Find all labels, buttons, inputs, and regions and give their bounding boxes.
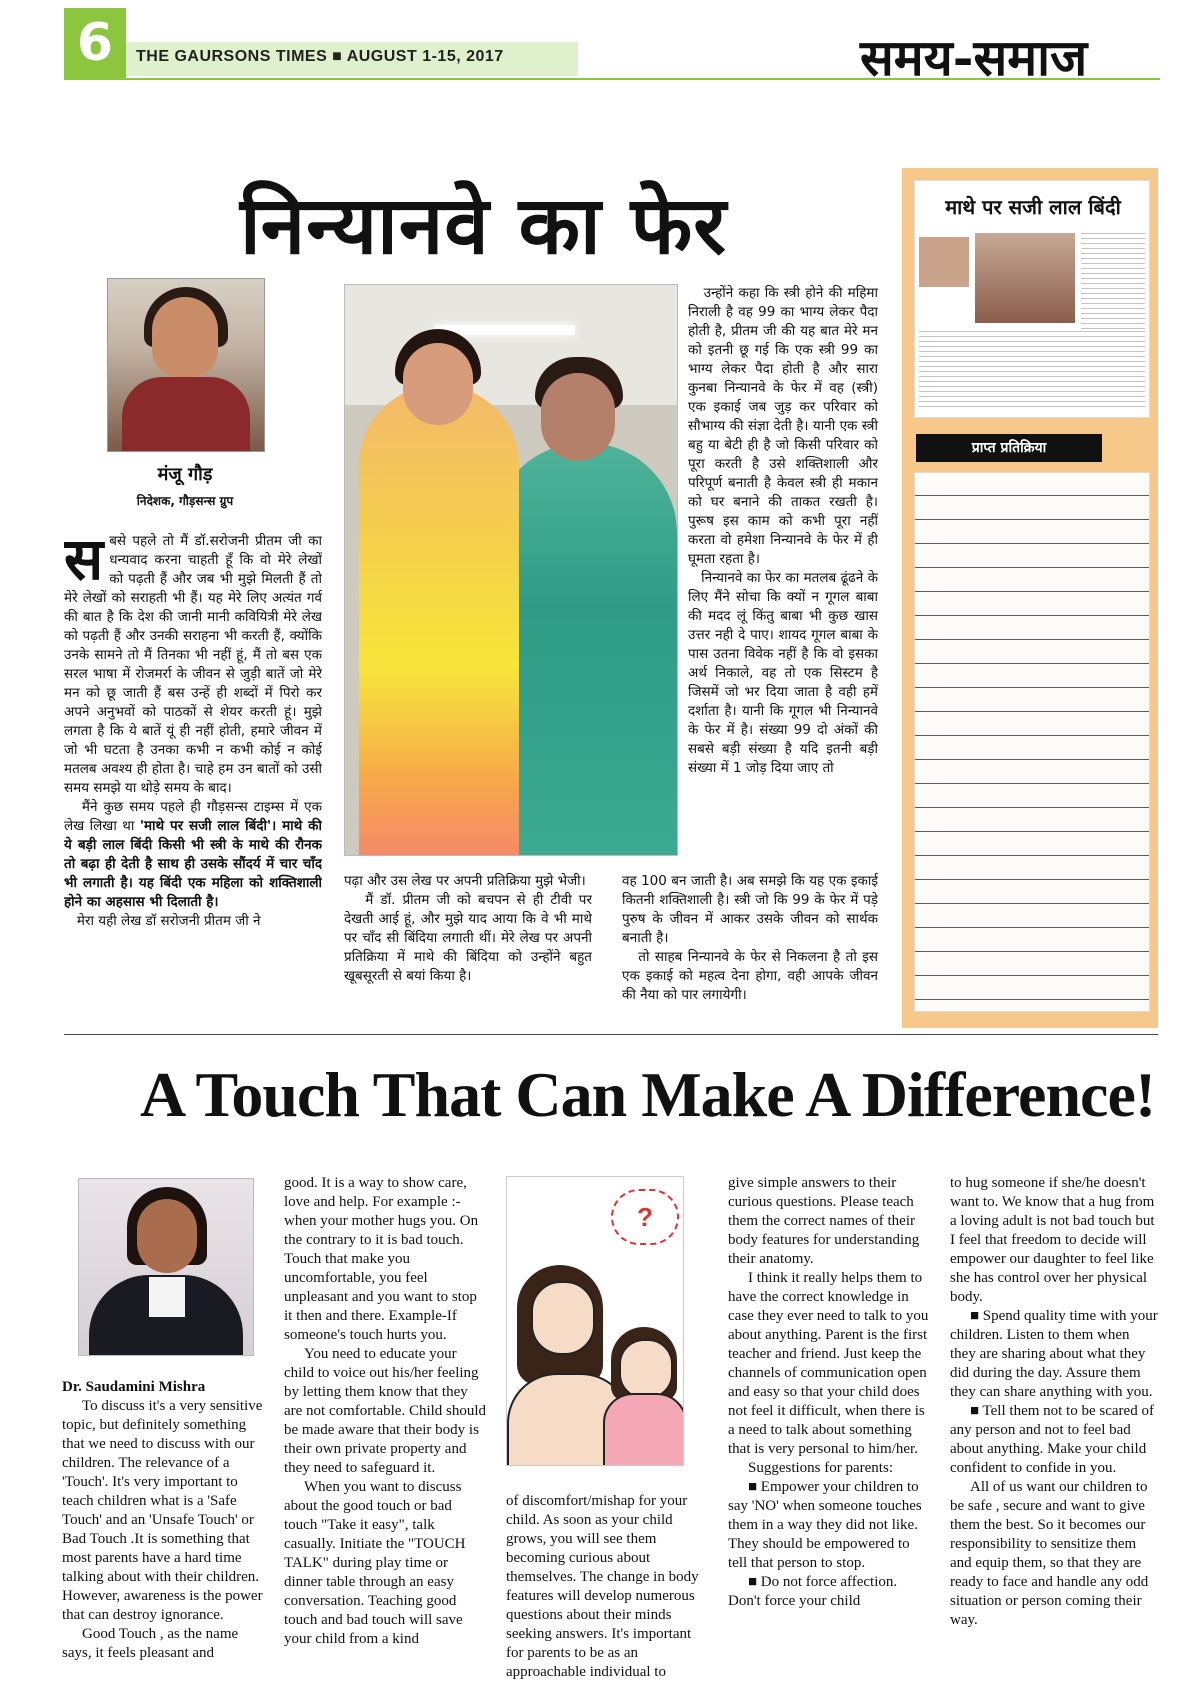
paragraph: बसे पहले तो मैं डॉ.सरोजनी प्रीतम जी का धन्यवाद करना चाहती हूँ कि वो मेरे लेखों को पढ़ती हैं और जब भी मुझे मिलती हैं तो मेरे लेखों को सराहती भी हैं। यह मेरे लिए अत्यंत गर्व की बात है कि देश की जानी मानी कवियित्री मेरे लेख को पढ़ती हैं और उनकी सराहना भी करती हैं, क्योंकि उनके सामने तो मैं तिनका भी नहीं हूं, मैं तो बस एक सरल भाषा में रोजमर्रा के जीवन से जुड़ी बातें जो मेरे मन को छू जाती हैं बस उन्हें ही शब्दों में पिरो कर अपने अनुभवों को पाठकों से शेयर करती हूं। मुझे लगता है कि ये बातें यूं ही नहीं होती, हमारे जीवन में जो भी घटता है उनका कभी न कभी कोई न कोई मतलब अवश्य ही होता है। चाहे हम उन बातों को उसी समय समझे या थोड़े समय के बाद।	[64, 533, 322, 796]
handwritten-letter	[914, 472, 1150, 1012]
author-photo	[107, 278, 265, 452]
paragraph: Suggestions for parents:	[748, 1460, 893, 1476]
english-column-4	[728, 1174, 932, 1702]
author-role: निदेशक, गौड़सन्स ग्रुप	[136, 494, 234, 508]
newspaper-clipping	[914, 180, 1150, 418]
paragraph: पढ़ा और उस लेख पर अपनी प्रतिक्रिया मुझे भेजी।	[344, 873, 586, 889]
english-column-1	[62, 1378, 266, 1702]
hindi-headline: निन्यानवे का फेर	[240, 179, 727, 272]
paragraph: मैंने कुछ समय पहले ही गौड़सन्स टाइम्स में एक लेख लिखा था	[64, 799, 322, 834]
paragraph: मेरा यही लेख डॉ सरोजनी प्रीतम जी ने	[76, 913, 261, 929]
article-photo	[344, 284, 678, 856]
paragraph: मैं डॉ. प्रीतम जी को बचपन से ही टीवी पर देखती आई हूं, और मुझे याद आया कि वे भी माथे पर चाँद सी बिंदिया लगाती थीं। मेरे लेख पर अपनी प्रतिक्रिया में माथे की बिंदिया को उन्होंने बहुत खूबसूरती से बयां किया है।	[344, 892, 592, 984]
paragraph: good. It is a way to show care, love and help. For example :- when your mother hugs you. On the contrary to it is bad touch. Touch that make you uncomfortable, you feel unpleasant and you want to stop it then and there. Example-If someone's touch hurts you.	[284, 1175, 479, 1343]
english-headline: A Touch That Can Make A Difference!	[140, 1059, 1156, 1130]
paragraph-bold: 'माथे पर सजी लाल बिंदी'। माथे की ये बड़ी लाल बिंदी किसी भी स्त्री के माथे की रौनक तो बढ़ा ही देती है साथ ही उसके सौंदर्य में चार चाँद भी लगाती है। यह बिंदी एक महिला को शक्तिशाली होने का अहसास भी दिलाती है।	[64, 818, 322, 910]
english-column-3	[506, 1492, 710, 1702]
paragraph: When you want to discuss about the good touch or bad touch "Take it easy", talk casually. Initiate the "TOUCH TALK" during play time or dinner table through an easy conversation. Teaching good touch and bad touch will save your child from a kind	[284, 1479, 466, 1647]
paragraph: to hug someone if she/he doesn't want to. We know that a hug from a loving adult is not bad touch but I feel that freedom to decide will empower our daughter to feel like she has control over her physical body.	[950, 1175, 1155, 1305]
paragraph: of discomfort/mishap for your child. As soon as your child grows, you will see them becoming curious about themselves. The change in body features will develop numerous questions about their minds seeking answers. It's important for parents to be as an approachable individual to	[506, 1493, 699, 1680]
paragraph: I think it really helps them to have the correct knowledge in case they ever need to talk to you about anything. Parent is the first teacher and friend. Just keep the channels of communication open and easy so that your child does not feel it difficult, when there is a need to talk about something that is very personal to him/her.	[728, 1270, 929, 1457]
paragraph: ■ Empower your children to say 'NO' when someone touches them in a way they did not like. They should be empowered to tell that person to stop.	[728, 1479, 922, 1571]
response-label: प्राप्त प्रतिक्रिया	[916, 434, 1102, 462]
paragraph: ■ Do not force affection. Don't force your child	[728, 1574, 898, 1609]
hindi-column-3-top	[688, 284, 878, 866]
illustration	[506, 1176, 684, 1466]
paragraph: ■ Spend quality time with your children. Listen to them when they are sharing about what they did during the day. Assure them they can share anything with you.	[950, 1308, 1158, 1400]
paragraph: You need to educate your child to voice out his/her feeling by letting them know that they are not comfortable. Child should be made aware that their body is their own private property and they need to safeguard it.	[284, 1346, 487, 1476]
paragraph: ■ Tell them not to be scared of any person and not to feel bad about anything. Make your child confident to confide in you.	[950, 1403, 1154, 1476]
hindi-column-1	[64, 532, 322, 1022]
paragraph: वह 100 बन जाती है। अब समझे कि यह एक इकाई कितनी शक्तिशाली है। स्त्री जो कि 99 के फेर में पड़े पुरुष के जीवन में आकर उसके जीवन को सार्थक बनाती है।	[622, 873, 878, 946]
paragraph: All of us want our children to be safe , secure and want to give them the best. So it becomes our responsibility to sensitize them and equip them, so that they are ready to face and handle any odd situation or person coming their way.	[950, 1479, 1149, 1628]
section-divider	[64, 1034, 1158, 1035]
hindi-column-2	[344, 872, 592, 1022]
english-column-2	[284, 1174, 488, 1702]
paragraph: To discuss it's a very sensitive topic, but definitely something that we need to discuss with our children. The relevance of a 'Touch'. It's very important to teach children what is a 'Safe Touch' and an 'Unsafe Touch' or Bad Touch .It is something that most parents have a hard time talking about with their children. However, awareness is the power that can destroy ignorance.	[62, 1398, 263, 1623]
paragraph: Good Touch , as the name says, it feels pleasant and	[62, 1626, 239, 1661]
paragraph: तो साहब निन्यानवे के फेर से निकलना है तो इस एक इकाई को महत्व देना होगा, वही आपके जीवन की नैया को पार लगायेगी।	[622, 949, 878, 1003]
author-photo-english	[78, 1178, 254, 1356]
paragraph: निन्यानवे का फेर का मतलब ढूंढने के लिए मैंने सोचा कि क्यों न गूगल बाबा की मदद लूं किंतु बाबा भी कुछ खास उत्तर नही दे पाए। शायद गूगल बाबा के पास उतना विवेक नहीं है कि वो इसका अर्थ निकाले, वह तो एक सिस्टम है जिसमें जो भर दिया जाता है वही हमें दर्शाता है। यानी कि गूगल भी निन्यानवे के फेर में है। संख्या 99 दो अंकों की सबसे बड़ी संख्या है यदि इतनी बड़ी संख्या में 1 जोड़ दिया जाए तो	[688, 570, 878, 776]
paragraph: उन्होंने कहा कि स्त्री होने की महिमा निराली है वह 99 का भाग्य लेकर पैदा होती है, प्रीतम जी की यह बात मेरे मन को इतनी छू गई कि एक स्त्री 99 का भाग्य लेकर पैदा होती है और सारा कुनबा निन्यानवे के फेर में वह (स्त्री) एक इकाई जब जुड़ कर परिवार को सौभाग्य की संज्ञा देती है। यानी एक स्त्री बहु या बेटी ही है जो किसी परिवार को पूरा करती है उसे शक्तिशाली और परिपूर्ण बनाती है केवल स्त्री ही मकान को घर बनाने की ताकत रखती है। पुरूष इस काम को कभी पूरा नहीं करता वो हमेशा निन्यानवे के फेर में ही घूमता रहता है।	[688, 285, 878, 567]
section-title: समय-समाज	[860, 28, 1088, 87]
hindi-column-3	[622, 872, 878, 1022]
dropcap: स	[64, 532, 104, 593]
paragraph: give simple answers to their curious questions. Please teach them the correct names of their body features for understanding their anatomy.	[728, 1175, 920, 1267]
question-bubble-icon: ?	[611, 1189, 679, 1245]
author-name: मंजू गौड़	[157, 464, 213, 485]
english-column-5	[950, 1174, 1158, 1702]
clipping-title: माथे पर सजी लाल बिंदी	[945, 195, 1121, 219]
english-author: Dr. Saudamini Mishra	[62, 1379, 206, 1395]
page-number: 6	[64, 8, 126, 78]
publication-line: THE GAURSONS TIMES ■ AUGUST 1-15, 2017	[136, 48, 504, 65]
